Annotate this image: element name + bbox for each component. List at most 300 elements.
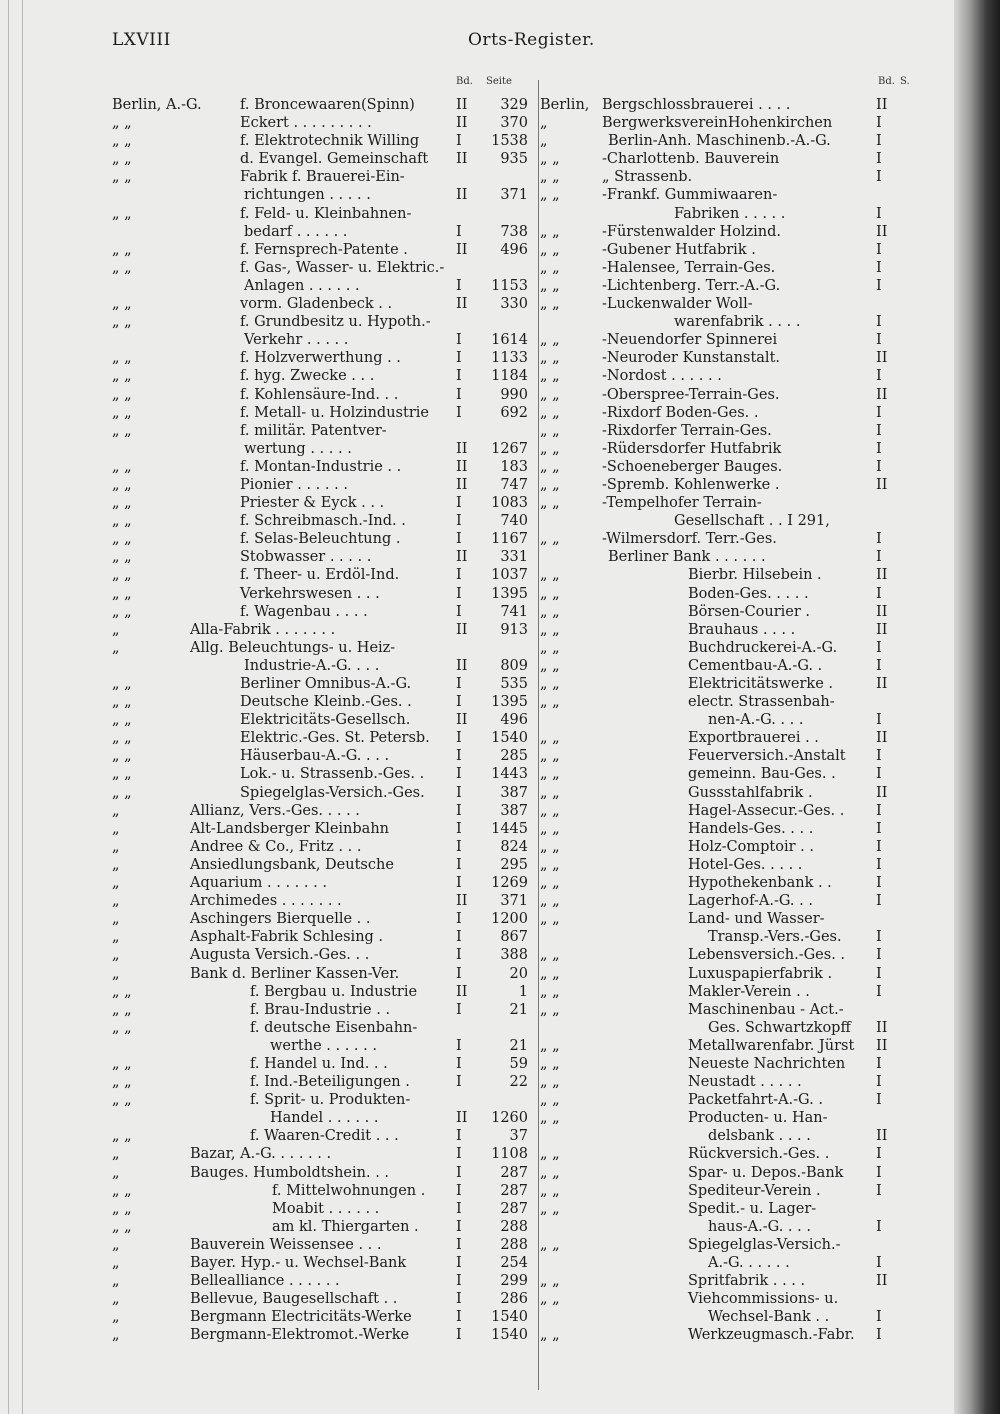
entry-page: 740 <box>500 513 528 530</box>
entry-name: Viehcommissions- u. <box>688 1291 839 1308</box>
entry-name: Buchdruckerei-A.-G. <box>688 639 838 656</box>
index-entry <box>540 241 945 259</box>
entry-name: Bergschlossbrauerei . . . . <box>602 97 791 113</box>
index-entry <box>540 1055 945 1073</box>
entry-lead: „ „ <box>540 368 560 385</box>
column-header-seite-right: S. <box>900 76 910 87</box>
entry-name: f. Elektrotechnik Willing <box>240 133 420 150</box>
entry-volume: I <box>876 549 882 566</box>
entry-name: -Fürstenwalder Holzind. <box>602 223 782 240</box>
entry-volume: II <box>876 386 888 403</box>
entry-lead: Berlin, <box>540 97 590 113</box>
entry-name: richtungen . . . . . <box>244 187 371 204</box>
entry-lead: „ „ <box>540 440 560 457</box>
entry-lead: „ „ <box>540 1291 560 1308</box>
entry-lead: „ „ <box>540 965 560 982</box>
entry-lead: „ „ <box>540 585 560 602</box>
entry-name: Lebensversich.-Ges. . <box>688 947 846 964</box>
entry-name: Makler-Verein . . <box>688 983 810 1000</box>
entry-name: Gussstahlfabrik . <box>688 784 813 801</box>
index-entry <box>112 205 532 223</box>
entry-name: Spiegelglas-Versich.- <box>688 1236 841 1253</box>
entry-lead: „ „ <box>112 458 132 475</box>
entry-page: 1200 <box>491 911 528 928</box>
index-entry <box>112 512 532 530</box>
entry-name: f. Waaren-Credit . . . <box>250 1128 399 1145</box>
entry-page: 1269 <box>491 875 528 892</box>
page-edge-line-left <box>8 0 9 1414</box>
entry-volume: I <box>456 404 462 421</box>
index-entry <box>540 820 945 838</box>
index-entry <box>540 965 945 983</box>
entry-lead: „ „ <box>540 458 560 475</box>
index-entry <box>540 494 945 512</box>
entry-lead: „ „ <box>112 1092 132 1109</box>
entry-volume: I <box>456 1309 462 1326</box>
entry-volume: I <box>456 838 462 855</box>
entry-volume: I <box>876 259 882 276</box>
index-entry <box>112 1236 532 1254</box>
entry-name: Pionier . . . . . . <box>240 476 348 493</box>
entry-lead: „ „ <box>540 241 560 258</box>
index-entry <box>540 1073 945 1091</box>
entry-volume: I <box>456 947 462 964</box>
index-entry <box>540 295 945 313</box>
entry-lead: „ „ <box>112 748 132 765</box>
entry-page: 331 <box>500 549 528 566</box>
entry-volume: I <box>456 1236 462 1253</box>
entry-name: Boden-Ges. . . . . <box>688 585 809 602</box>
entry-page: 747 <box>500 476 528 493</box>
entry-name: -Rüdersdorfer Hutfabrik <box>602 440 782 457</box>
entry-lead: Berlin, A.-G. <box>112 97 202 113</box>
index-entry <box>540 548 945 566</box>
index-entry <box>112 566 532 584</box>
entry-volume: I <box>456 531 462 548</box>
entry-lead: „ <box>112 802 120 819</box>
index-entry <box>112 186 532 204</box>
entry-lead: „ „ <box>112 784 132 801</box>
index-entry <box>112 603 532 621</box>
entry-page: 287 <box>500 1200 528 1217</box>
entry-page: 1167 <box>491 531 528 548</box>
index-entry <box>112 820 532 838</box>
index-entry <box>112 96 532 114</box>
entry-page: 867 <box>500 929 528 946</box>
index-entry <box>112 1073 532 1091</box>
entry-volume: I <box>456 1055 462 1072</box>
entry-volume: II <box>876 676 888 692</box>
entry-lead: „ „ <box>112 386 132 403</box>
entry-name: Werkzeugmasch.-Fabr. <box>688 1327 855 1344</box>
entry-lead: „ <box>112 639 120 656</box>
entry-name: -Charlottenb. Bauverein <box>602 151 780 168</box>
index-entry <box>540 331 945 349</box>
entry-name: Hotel-Ges. . . . . <box>688 856 803 873</box>
entry-name: Wechsel-Bank . . <box>708 1309 830 1326</box>
index-entry <box>112 1200 532 1218</box>
entry-lead: „ „ <box>112 676 132 692</box>
left-index-column <box>112 96 532 1344</box>
entry-volume: II <box>876 1037 888 1054</box>
entry-name: -Neuroder Kunstanstalt. <box>602 350 781 367</box>
entry-lead: „ „ <box>540 296 560 313</box>
entry-name: Moabit . . . . . . <box>272 1200 380 1217</box>
entry-name: am kl. Thiergarten . <box>272 1218 419 1235</box>
entry-name: -Lichtenberg. Terr.-A.-G. <box>602 277 781 294</box>
index-entry <box>112 856 532 874</box>
entry-volume: I <box>876 875 882 892</box>
index-entry <box>540 1290 945 1308</box>
index-entry <box>540 802 945 820</box>
entry-volume: I <box>456 277 462 294</box>
index-entry <box>112 1254 532 1272</box>
entry-name: haus-A.-G. . . . <box>708 1218 811 1235</box>
entry-lead: „ „ <box>540 694 560 711</box>
entry-name: Bellevue, Baugesellschaft . . <box>190 1291 398 1308</box>
entry-name: Bergmann Electricitäts-Werke <box>190 1309 412 1326</box>
index-entry <box>540 1200 945 1218</box>
entry-name: Elektric.-Ges. St. Petersb. <box>240 730 430 747</box>
index-entry <box>540 186 945 204</box>
entry-lead: „ <box>112 929 120 946</box>
entry-lead: „ „ <box>540 893 560 910</box>
entry-volume: I <box>876 151 882 168</box>
entry-volume: I <box>456 730 462 747</box>
entry-name: Alt-Landsberger Kleinbahn <box>190 820 389 837</box>
entry-lead: „ „ <box>540 223 560 240</box>
entry-name: f. deutsche Eisenbahn- <box>250 1019 418 1036</box>
entry-name: -Spremb. Kohlenwerke . <box>602 476 780 493</box>
index-entry <box>112 585 532 603</box>
entry-volume: I <box>876 404 882 421</box>
entry-lead: „ „ <box>540 1037 560 1054</box>
entry-name: Aschingers Bierquelle . . <box>190 911 371 928</box>
entry-volume: II <box>456 657 468 674</box>
entry-volume: II <box>456 893 468 910</box>
index-entry <box>112 729 532 747</box>
entry-name: Transp.-Vers.-Ges. <box>708 929 842 946</box>
entry-name: Andree & Co., Fritz . . . <box>190 838 362 855</box>
entry-lead: „ „ <box>112 1218 132 1235</box>
entry-volume: I <box>876 983 882 1000</box>
entry-volume: I <box>456 1255 462 1271</box>
entry-lead: „ „ <box>112 567 132 584</box>
entry-lead: „ „ <box>540 531 560 548</box>
index-entry <box>112 1019 532 1037</box>
entry-name: f. Feld- u. Kleinbahnen- <box>240 205 412 222</box>
index-entry <box>540 1127 945 1145</box>
entry-volume: I <box>876 458 882 475</box>
entry-page: 370 <box>500 115 528 132</box>
entry-name: Gesellschaft . . I 291, <box>674 513 830 530</box>
entry-volume: I <box>876 712 882 729</box>
entry-volume: II <box>456 97 468 113</box>
entry-lead: „ „ <box>112 151 132 168</box>
column-divider <box>538 80 539 1390</box>
entry-page: 22 <box>509 1074 528 1091</box>
entry-name: Hypothekenbank . . <box>688 875 832 892</box>
index-entry <box>540 168 945 186</box>
index-entry <box>540 747 945 765</box>
index-entry <box>112 983 532 1001</box>
entry-page: 1614 <box>491 332 528 349</box>
index-entry <box>112 1055 532 1073</box>
entry-name: Bazar, A.-G. . . . . . . <box>190 1146 332 1163</box>
entry-volume: I <box>876 115 882 132</box>
index-entry <box>540 585 945 603</box>
entry-volume: II <box>876 567 888 584</box>
entry-volume: II <box>456 440 468 457</box>
entry-lead: „ „ <box>540 1092 560 1109</box>
page-title: Orts-Register. <box>468 30 595 50</box>
entry-name: -Schoeneberger Bauges. <box>602 458 783 475</box>
page-edge-line-left-inner <box>22 0 23 1414</box>
entry-page: 286 <box>500 1291 528 1308</box>
index-entry <box>540 838 945 856</box>
entry-name: Neustadt . . . . . <box>688 1074 802 1091</box>
index-entry <box>112 277 532 295</box>
entry-lead: „ „ <box>540 676 560 692</box>
entry-volume: II <box>876 476 888 493</box>
right-index-column <box>540 96 945 1344</box>
index-entry <box>112 1164 532 1182</box>
index-entry <box>540 367 945 385</box>
index-entry <box>540 277 945 295</box>
entry-page: 496 <box>500 241 528 258</box>
entry-page: 288 <box>500 1236 528 1253</box>
entry-lead: „ „ <box>540 730 560 747</box>
entry-lead: „ „ <box>540 748 560 765</box>
index-entry <box>540 1218 945 1236</box>
entry-volume: II <box>876 621 888 638</box>
entry-lead: „ „ <box>540 603 560 620</box>
entry-lead: „ „ <box>540 1200 560 1217</box>
entry-volume: II <box>876 730 888 747</box>
entry-name: Spritfabrik . . . . <box>688 1273 806 1290</box>
entry-volume: I <box>876 241 882 258</box>
index-entry <box>112 1127 532 1145</box>
entry-lead: „ „ <box>112 422 132 439</box>
entry-volume: I <box>876 1055 882 1072</box>
entry-volume: I <box>876 1146 882 1163</box>
entry-name: f. Wagenbau . . . . <box>240 603 368 620</box>
entry-lead: „ „ <box>112 169 132 186</box>
index-entry <box>540 96 945 114</box>
entry-name: Producten- u. Han- <box>688 1110 828 1127</box>
entry-volume: II <box>456 712 468 729</box>
entry-volume: I <box>456 567 462 584</box>
index-entry <box>112 1308 532 1326</box>
entry-name: „ Strassenb. <box>602 169 693 186</box>
entry-lead: „ „ <box>540 1110 560 1127</box>
entry-page: 387 <box>500 802 528 819</box>
index-entry <box>540 1182 945 1200</box>
entry-volume: II <box>876 350 888 367</box>
entry-volume: I <box>456 929 462 946</box>
entry-lead: „ „ <box>112 1128 132 1145</box>
entry-volume: II <box>876 784 888 801</box>
entry-name: Maschinenbau - Act.- <box>688 1001 844 1018</box>
entry-page: 1 <box>518 983 528 1000</box>
entry-lead: „ „ <box>540 1164 560 1181</box>
entry-volume: I <box>456 875 462 892</box>
index-entry <box>112 838 532 856</box>
entry-page: 1133 <box>491 350 528 367</box>
index-entry <box>540 1145 945 1163</box>
index-entry <box>540 1326 945 1344</box>
entry-volume: II <box>456 476 468 493</box>
entry-volume: I <box>456 820 462 837</box>
index-entry <box>540 1164 945 1182</box>
entry-name: Fabriken . . . . . <box>674 205 786 222</box>
entry-volume: II <box>456 115 468 132</box>
entry-name: Feuerversich.-Anstalt <box>688 748 846 765</box>
entry-name: d. Evangel. Gemeinschaft <box>240 151 429 168</box>
entry-page: 371 <box>500 187 528 204</box>
entry-name: Verkehr . . . . . <box>244 332 349 349</box>
index-entry <box>112 349 532 367</box>
entry-name: Stobwasser . . . . . <box>240 549 372 566</box>
entry-volume: I <box>456 748 462 765</box>
entry-name: Holz-Comptoir . . <box>688 838 814 855</box>
entry-lead: „ <box>112 965 120 982</box>
index-entry <box>112 530 532 548</box>
index-entry <box>112 367 532 385</box>
entry-page: 809 <box>500 657 528 674</box>
entry-lead: „ <box>112 1273 120 1290</box>
entry-name: f. hyg. Zwecke . . . <box>240 368 375 385</box>
index-entry <box>112 765 532 783</box>
entry-lead: „ „ <box>112 115 132 132</box>
entry-name: Neueste Nachrichten <box>688 1055 846 1072</box>
entry-page: 1540 <box>491 730 528 747</box>
entry-volume: I <box>456 350 462 367</box>
entry-lead: „ „ <box>540 495 560 512</box>
index-entry <box>112 802 532 820</box>
entry-lead: „ „ <box>540 802 560 819</box>
entry-name: delsbank . . . . <box>708 1128 811 1145</box>
entry-name: Rückversich.-Ges. . <box>688 1146 830 1163</box>
entry-lead: „ „ <box>112 513 132 530</box>
index-entry <box>112 404 532 422</box>
entry-lead: „ „ <box>540 657 560 674</box>
index-entry <box>112 331 532 349</box>
entry-lead: „ „ <box>540 1074 560 1091</box>
entry-volume: II <box>876 1273 888 1290</box>
entry-lead: „ <box>112 621 120 638</box>
entry-name: Handels-Ges. . . . <box>688 820 814 837</box>
entry-lead: „ „ <box>540 983 560 1000</box>
entry-volume: I <box>456 784 462 801</box>
entry-page: 21 <box>509 1037 528 1054</box>
entry-volume: I <box>876 314 882 331</box>
entry-lead: „ „ <box>540 187 560 204</box>
entry-volume: I <box>876 748 882 765</box>
page-number: LXVIII <box>112 30 171 50</box>
entry-volume: I <box>456 1074 462 1091</box>
entry-volume: I <box>876 205 882 222</box>
entry-volume: II <box>456 241 468 258</box>
index-entry <box>540 1109 945 1127</box>
entry-name: f. Montan-Industrie . . <box>240 458 402 475</box>
entry-lead: „ „ <box>540 639 560 656</box>
entry-volume: I <box>876 585 882 602</box>
index-entry <box>540 1091 945 1109</box>
index-entry <box>112 1145 532 1163</box>
entry-name: Ges. Schwartzkopff <box>708 1019 851 1036</box>
index-entry <box>112 1272 532 1290</box>
entry-lead: „ „ <box>540 1182 560 1199</box>
entry-lead: „ <box>112 911 120 928</box>
entry-volume: I <box>456 965 462 982</box>
entry-lead: „ <box>112 856 120 873</box>
entry-lead: „ „ <box>112 1001 132 1018</box>
entry-name: -Oberspree-Terrain-Ges. <box>602 386 780 403</box>
entry-lead: „ „ <box>112 766 132 783</box>
entry-lead: „ „ <box>540 567 560 584</box>
entry-page: 285 <box>500 748 528 765</box>
entry-volume: I <box>456 368 462 385</box>
index-entry <box>112 1001 532 1019</box>
index-entry <box>540 1037 945 1055</box>
entry-name: Bauverein Weissensee . . . <box>190 1236 382 1253</box>
entry-volume: I <box>876 838 882 855</box>
entry-name: f. Theer- u. Erdöl-Ind. <box>240 567 400 584</box>
entry-lead: „ „ <box>540 151 560 168</box>
entry-volume: I <box>456 911 462 928</box>
entry-name: f. Mittelwohnungen . <box>272 1182 426 1199</box>
entry-name: f. Holzverwerthung . . <box>240 350 401 367</box>
index-entry <box>112 548 532 566</box>
entry-name: f. Sprit- u. Produkten- <box>250 1092 411 1109</box>
index-entry <box>540 928 945 946</box>
index-entry <box>540 259 945 277</box>
entry-page: 254 <box>500 1255 528 1271</box>
entry-lead: „ <box>112 893 120 910</box>
entry-name: Priester & Eyck . . . <box>240 495 385 512</box>
index-entry <box>540 765 945 783</box>
index-entry <box>540 512 945 530</box>
entry-volume: I <box>876 133 882 150</box>
entry-name: werthe . . . . . . <box>270 1037 377 1054</box>
entry-volume: I <box>876 947 882 964</box>
entry-volume: I <box>456 223 462 240</box>
index-entry <box>540 784 945 802</box>
entry-volume: I <box>456 1164 462 1181</box>
entry-volume: I <box>456 676 462 692</box>
index-entry <box>540 711 945 729</box>
entry-name: Elektricitätswerke . <box>688 676 833 692</box>
index-entry <box>112 910 532 928</box>
entry-name: gemeinn. Bau-Ges. . <box>688 766 836 783</box>
index-entry <box>540 621 945 639</box>
entry-name: Archimedes . . . . . . . <box>190 893 342 910</box>
entry-volume: I <box>876 893 882 910</box>
entry-page: 21 <box>509 1001 528 1018</box>
entry-lead: „ „ <box>540 766 560 783</box>
entry-name: -Gubener Hutfabrik . <box>602 241 756 258</box>
entry-volume: II <box>456 296 468 313</box>
entry-page: 535 <box>500 676 528 692</box>
entry-lead: „ <box>112 820 120 837</box>
entry-volume: I <box>456 802 462 819</box>
entry-page: 1260 <box>491 1110 528 1127</box>
entry-lead: „ <box>112 1146 120 1163</box>
entry-page: 388 <box>500 947 528 964</box>
entry-lead: „ „ <box>112 259 132 276</box>
entry-lead: „ „ <box>112 1019 132 1036</box>
